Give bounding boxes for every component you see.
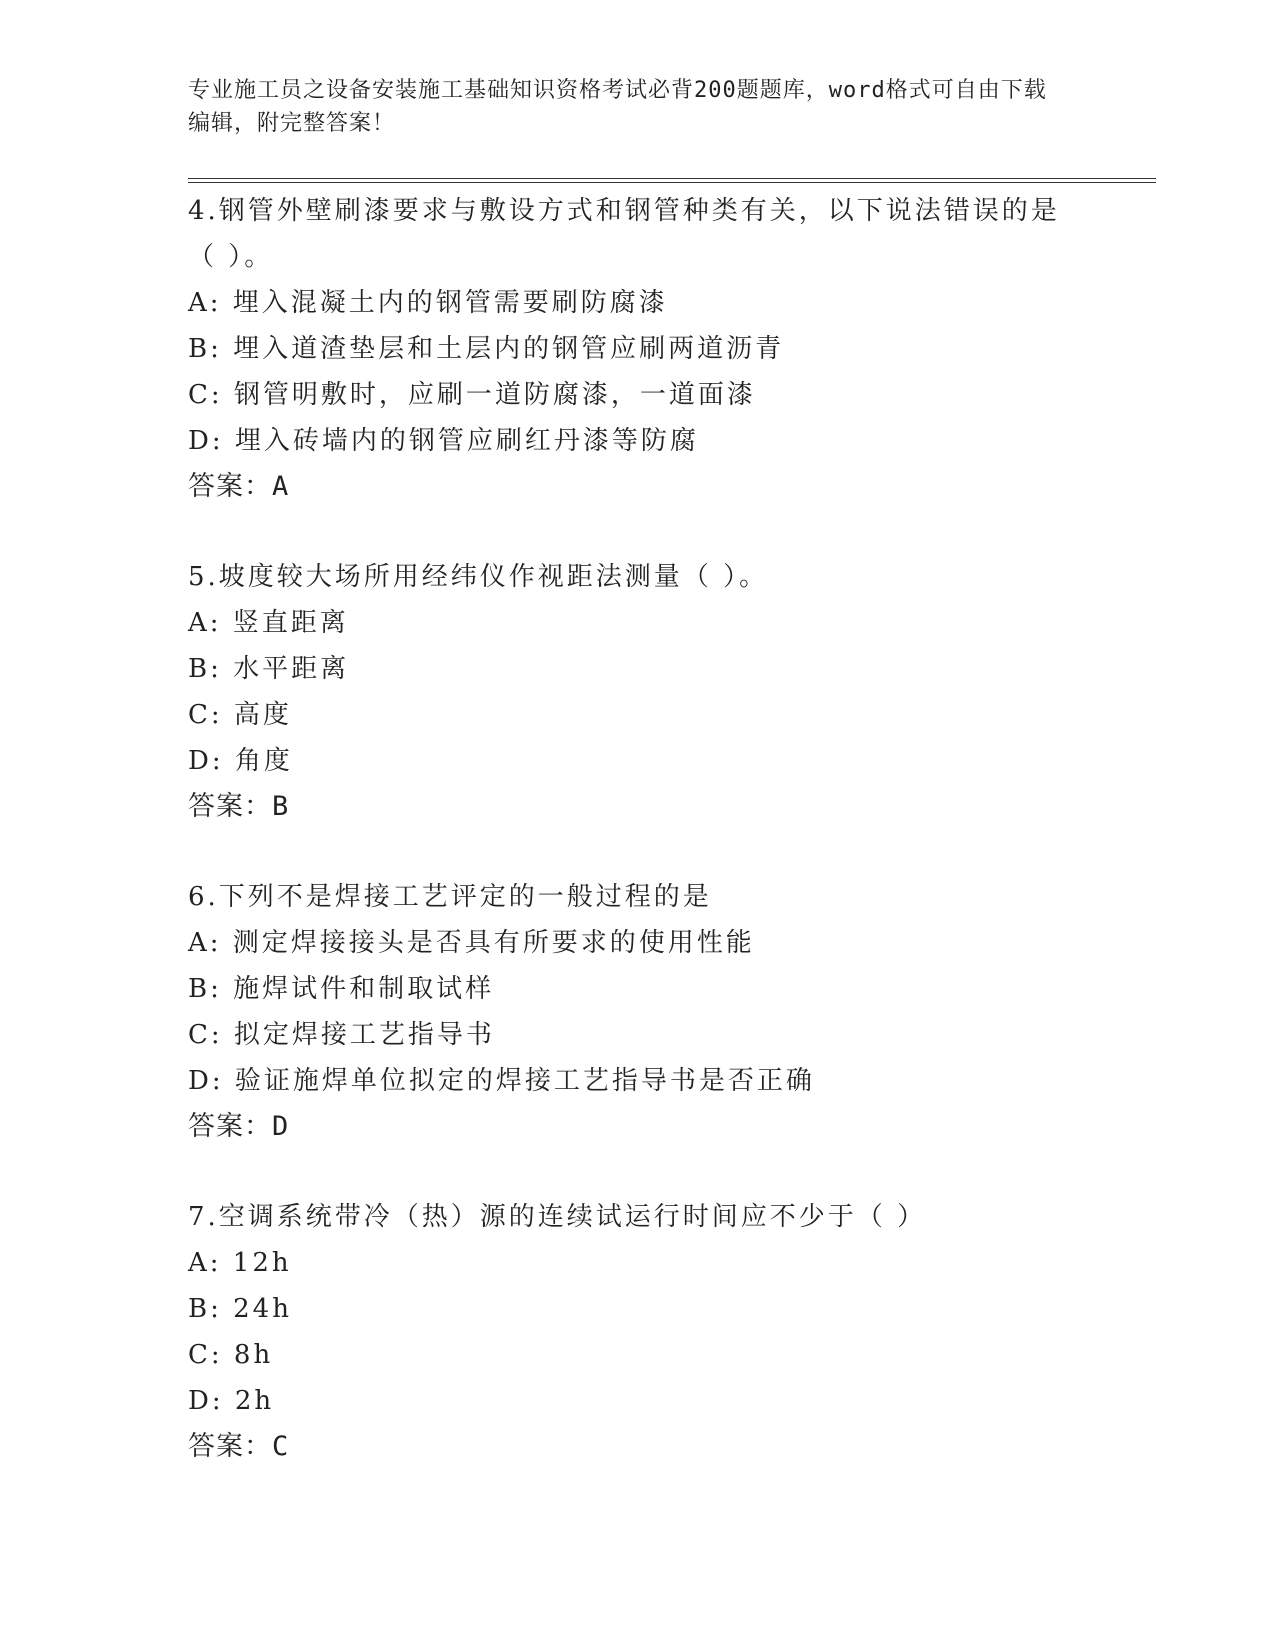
- question-text: 6.下列不是焊接工艺评定的一般过程的是: [188, 882, 712, 912]
- question-6: [188, 874, 1088, 1150]
- document-header: 专业施工员之设备安装施工基础知识资格考试必背200题题库，word格式可自由下载编辑，附完整答案！: [188, 78, 1047, 136]
- option-d: D: 埋入砖墙内的钢管应刷红丹漆等防腐: [188, 426, 699, 456]
- question-7: [188, 1194, 1088, 1470]
- header-divider-top: [188, 178, 1156, 179]
- question-text: 5.坡度较大场所用经纬仪作视距法测量（ ）。: [188, 562, 769, 592]
- question-5: [188, 554, 1088, 830]
- option-c: C: 高度: [188, 700, 292, 730]
- answer: 答案：C: [188, 1431, 290, 1462]
- option-a: A: 12h: [188, 1248, 292, 1278]
- option-b: B: 24h: [188, 1294, 292, 1324]
- answer: 答案：A: [188, 471, 290, 502]
- option-b: B: 埋入道渣垫层和土层内的钢管应刷两道沥青: [188, 334, 785, 364]
- option-c: C: 8h: [188, 1340, 274, 1370]
- question-text: 7.空调系统带冷（热）源的连续试运行时间应不少于（ ）: [188, 1202, 927, 1232]
- question-text: 4.钢管外壁刷漆要求与敷设方式和钢管种类有关，以下说法错误的是（ ）。: [188, 196, 1060, 272]
- option-a: A: 竖直距离: [188, 608, 349, 638]
- option-c: C: 拟定焊接工艺指导书: [188, 1020, 495, 1050]
- option-d: D: 验证施焊单位拟定的焊接工艺指导书是否正确: [188, 1066, 815, 1096]
- option-b: B: 水平距离: [188, 654, 350, 684]
- option-c: C: 钢管明敷时，应刷一道防腐漆，一道面漆: [188, 380, 756, 410]
- option-d: D: 2h: [188, 1386, 275, 1416]
- option-a: A: 测定焊接接头是否具有所要求的使用性能: [188, 928, 755, 958]
- header-divider-bottom: [188, 182, 1156, 183]
- answer: 答案：D: [188, 1111, 290, 1142]
- question-4: [188, 188, 1088, 510]
- option-a: A: 埋入混凝土内的钢管需要刷防腐漆: [188, 288, 668, 318]
- option-b: B: 施焊试件和制取试样: [188, 974, 495, 1004]
- option-d: D: 角度: [188, 746, 293, 776]
- answer: 答案：B: [188, 791, 290, 822]
